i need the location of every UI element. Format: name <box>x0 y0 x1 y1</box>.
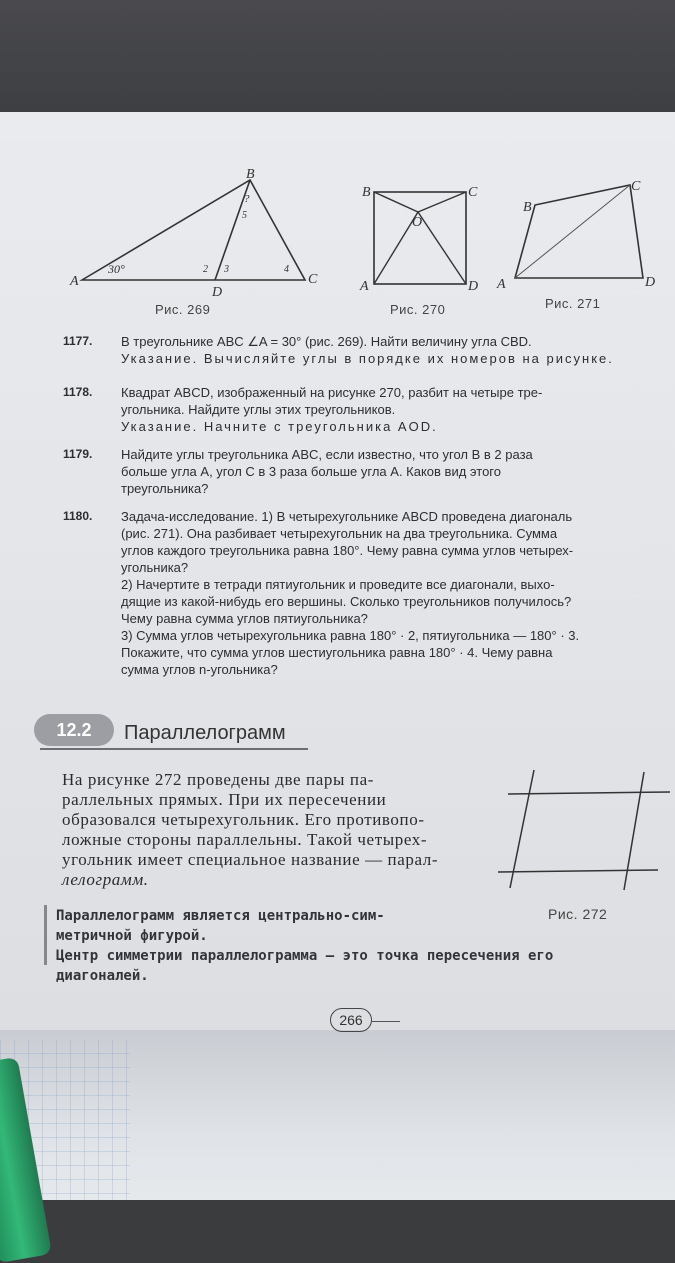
fig270-label-o: O <box>412 215 423 230</box>
problem-line: углов каждого треугольника равна 180°. Чему равна сумма углов четырех- <box>121 543 574 558</box>
problem-hint: Указание. Вычисляйте углы в порядке их номеров на рисунке. <box>121 351 614 366</box>
problem-hint: Указание. Начните с треугольника AOD. <box>121 419 438 434</box>
section-title: Параллелограмм <box>124 722 286 744</box>
problem-number: 1178. <box>63 385 93 399</box>
fig269-angle-label: 30° <box>108 262 125 276</box>
problem-number: 1180. <box>63 509 93 523</box>
intro-line: лелограмм. <box>62 870 149 889</box>
problem-line: угольника. Найдите углы этих треугольников. <box>121 402 396 417</box>
fig271-label-d: D <box>645 275 656 290</box>
problem-line: (рис. 271). Она разбивает четырехугольник на два треугольника. Сумма <box>121 526 558 541</box>
definition-line: метричной фигурой. <box>56 928 208 944</box>
fig269-label-a: A <box>70 274 79 289</box>
page-number-rule <box>372 1021 400 1022</box>
section-number-badge: 12.2 <box>34 714 114 746</box>
section-divider <box>40 748 308 750</box>
fig269-n5: 5 <box>242 210 247 221</box>
problem-line: дящие из какой-нибудь его вершины. Сколько треугольников получилось? <box>121 594 572 609</box>
fig272-caption: Рис. 272 <box>548 906 608 922</box>
figure-270 <box>360 182 480 292</box>
fig271-caption: Рис. 271 <box>545 296 601 311</box>
problem-line: 2) Начертите в тетради пятиугольник и проведите все диагонали, выхо- <box>121 577 555 592</box>
problem-line: Найдите углы треугольника ABC, если известно, что угол B в 2 раза <box>121 447 533 462</box>
problem-line: больше угла A, угол C в 3 раза больше угла A. Каков вид этого <box>121 464 501 479</box>
fig269-label-b: B <box>246 167 255 182</box>
fig270-label-c: C <box>468 185 478 200</box>
problem-line: 3) Сумма углов четырехугольника равна 180° · 2, пятиугольника — 180° · 3. <box>121 628 580 643</box>
background-top <box>0 0 675 120</box>
fig269-n3: 3 <box>224 264 229 275</box>
intro-line: раллельных прямых. При их пересечении <box>62 790 387 809</box>
fig269-n2: 2 <box>203 264 208 275</box>
intro-line: угольник имеет специальное название — парал- <box>62 850 439 869</box>
figure-271 <box>495 175 660 290</box>
figure-272 <box>498 770 673 895</box>
fig269-n4: 4 <box>284 264 289 275</box>
problem-line: сумма углов n-угольника? <box>121 662 278 677</box>
fig271-label-c: C <box>631 179 641 194</box>
fig269-label-d: D <box>212 285 223 300</box>
page-number: 266 <box>330 1008 372 1032</box>
problem-line: Чему равна сумма углов пятиугольника? <box>121 611 368 626</box>
intro-line: ложные стороны параллельны. Такой четырех- <box>62 830 428 849</box>
problem-number: 1179. <box>63 447 93 461</box>
definition-line: Параллелограмм является центрально-сим- <box>56 908 385 924</box>
problem-line: Квадрат ABCD, изображенный на рисунке 270, разбит на четыре тре- <box>121 385 543 400</box>
definition-block <box>56 906 666 986</box>
intro-line: образовался четырехугольник. Его противопо- <box>62 810 425 829</box>
fig270-label-d: D <box>468 279 479 294</box>
fig269-caption: Рис. 269 <box>155 302 211 317</box>
section-intro <box>62 770 492 890</box>
problem-line: угольника? <box>121 560 189 575</box>
figure-269 <box>70 167 330 300</box>
fig270-label-b: B <box>362 185 371 200</box>
fig270-caption: Рис. 270 <box>390 302 446 317</box>
fig269-label-c: C <box>308 272 318 287</box>
fig271-label-a: A <box>497 277 506 292</box>
problem-number: 1177. <box>63 334 93 348</box>
problem-line: Задача-исследование. 1) В четырехугольнике ABCD проведена диагональ <box>121 509 573 524</box>
fig271-label-b: B <box>523 200 532 215</box>
intro-line: На рисунке 272 проведены две пары па- <box>62 770 374 789</box>
fig270-label-a: A <box>360 279 369 294</box>
problem-line: Покажите, что сумма углов шестиугольника равна 180° · 4. Чему равна <box>121 645 553 660</box>
problem-line: В треугольнике ABC ∠A = 30° (рис. 269). Найти величину угла CBD. <box>121 334 532 349</box>
definition-line: Центр симметрии параллелограмма — это точка пересечения его <box>56 948 554 964</box>
definition-marker <box>44 905 47 965</box>
fig269-question: ? <box>244 193 250 205</box>
definition-line: диагоналей. <box>56 968 149 984</box>
problem-line: треугольника? <box>121 481 209 496</box>
